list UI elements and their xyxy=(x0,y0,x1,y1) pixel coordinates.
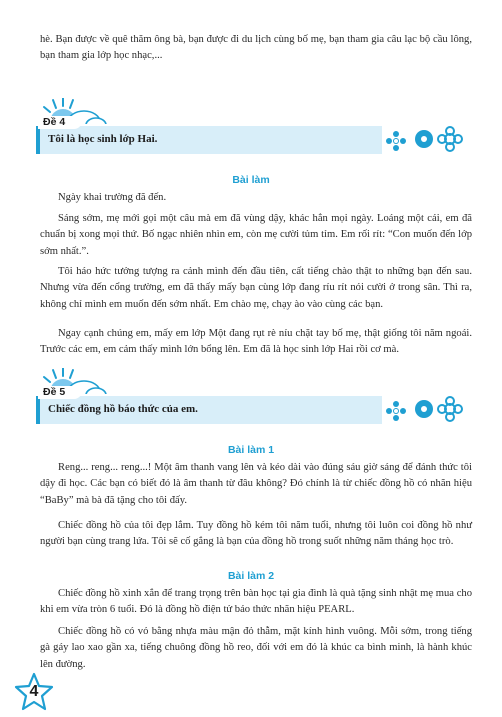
de5-title-bar xyxy=(36,396,382,424)
de4-badge xyxy=(38,116,82,129)
de5-heading-1: Bài làm 1 xyxy=(227,444,275,456)
de4-badge-label: Đề 4 xyxy=(43,116,66,128)
de4-heading: Bài làm xyxy=(232,174,270,186)
de4-banner xyxy=(0,98,502,162)
de5-badge-label: Đề 5 xyxy=(43,386,66,398)
intro-paragraph: hè. Bạn được về quê thăm ông bà, bạn được đi du lịch cùng bố mẹ, bạn tham gia câu lạc bộ cầu lông, bạn tham gia lớp học nhạc,... xyxy=(40,34,472,62)
de5-heading-2: Bài làm 2 xyxy=(227,570,275,582)
de4-paragraph-2: Sáng sớm, mẹ mới gọi một câu mà em đã vùng dậy, khác hẳn mọi ngày. Loáng một cái, em đã chuẩn bị xong mọi thứ. Bố ngạc nhiên nhìn em, còn mẹ cười tủm tỉm. Em rối rít: “Con muốn đến lớp sớm nhất.”. xyxy=(40,213,472,257)
de5-banner xyxy=(0,368,502,432)
de4-title: Tôi là học sinh lớp Hai. xyxy=(48,133,158,145)
flower-decoration-icon xyxy=(384,124,468,154)
de5-title: Chiếc đồng hồ báo thức của em. xyxy=(48,403,198,415)
flower-decoration-icon xyxy=(384,394,468,424)
de4-paragraph-1: Ngày khai trường đã đến. xyxy=(58,192,167,203)
de5-essay1-paragraph-2: Chiếc đồng hồ của tôi đẹp lắm. Tuy đồng hồ kém tôi năm tuổi, nhưng tôi luôn coi đồng hồ như người bạn cùng trang lứa. Tôi sẽ cố gắng là bạn của đồng hồ trong suốt những năm tháng học trò. xyxy=(40,520,472,548)
page-number: 4 xyxy=(29,683,39,700)
de4-paragraph-3: Tôi háo hức tưởng tượng ra cảnh mình đến đầu tiên, cất tiếng chào thật to những bạn đến sau. Nhưng vừa đến cổng trường, em đã thấy mấy bạn cùng lớp đang ríu rít nói cười ở trong sân. Thì ra, không chỉ mình em muốn đến sớm nhất. Em chào mẹ, chạy ào vào cùng các bạn. xyxy=(40,266,472,310)
de5-essay2-paragraph-1: Chiếc đồng hồ xinh xắn để trang trọng trên bàn học tại gia đình là quà tặng sinh nhật mẹ mua cho khi em vừa tròn 6 tuổi. Đó là đồng hồ điện tử báo thức nhãn hiệu PEARL. xyxy=(40,588,472,616)
de5-badge xyxy=(38,386,82,399)
de4-title-bar xyxy=(36,126,382,154)
de5-essay2-paragraph-2: Chiếc đồng hồ có vỏ bằng nhựa màu mận đỏ thẫm, mặt kính hình vuông. Mỗi sớm, trong tiếng gà gáy lao xao gần xa, tiếng chuông đồng hồ reo, đối với em đó là khúc ca bình minh, là hành khúc lên đường. xyxy=(40,626,472,670)
de4-paragraph-4: Ngay cạnh chúng em, mấy em lớp Một đang rụt rè níu chặt tay bố mẹ, thật giống tôi năm ngoái. Trước các em, em cảm thấy mình lớn bổng lên. Em đã là học sinh lớp Hai rồi cơ mà. xyxy=(40,328,472,356)
de5-essay1-paragraph-1: Reng... reng... reng...! Một âm thanh vang lên và kéo dài vào đúng sáu giờ sáng để đánh thức tôi dậy đi học. Các bạn có biết đó là âm thanh từ đâu không? Đó chính là từ chiếc đồng hồ có nhãn hiệu “BaBy” mà bà đã tặng cho tôi đấy. xyxy=(40,462,472,506)
page-number-badge xyxy=(14,672,54,712)
